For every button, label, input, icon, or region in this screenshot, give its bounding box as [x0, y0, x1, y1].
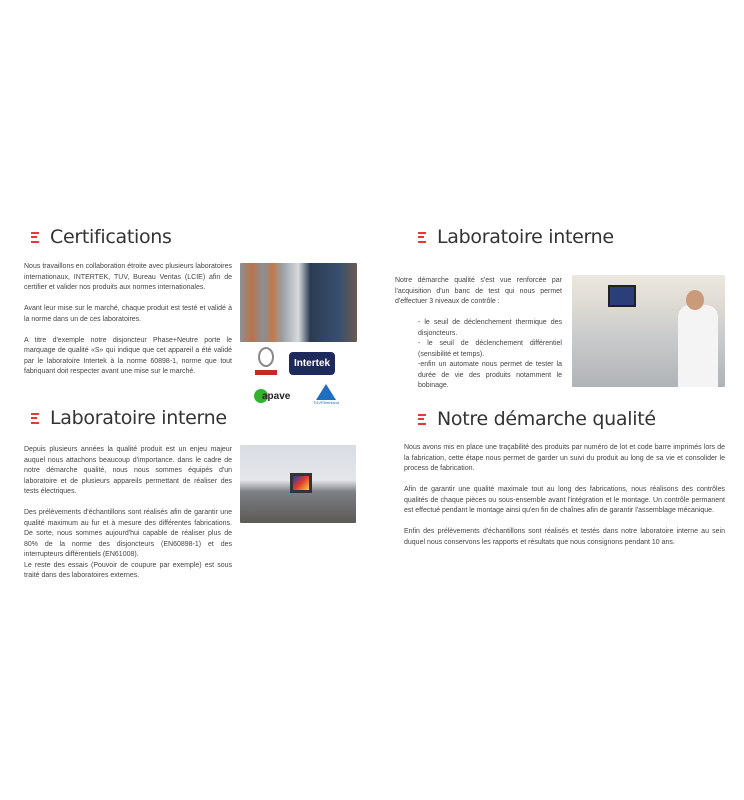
- quality-text: [404, 443, 725, 559]
- tuv-text: TÜVRheinland: [312, 399, 339, 405]
- paragraph: Le reste des essais (Pouvoir de coupure par exemple) est sous traité dans des laboratoires externes.: [24, 561, 232, 579]
- heading-text: Laboratoire interne: [50, 407, 227, 429]
- bureau-veritas-logo: [255, 345, 277, 377]
- paragraph: Avant leur mise sur le marché, chaque produit est testé et validé à la norme dans un de ces laboratoires.: [24, 305, 232, 323]
- list-item: - le seuil de déclenchement différentiel (sensibilité et temps).: [418, 340, 562, 358]
- paragraph: Notre démarche qualité s'est vue renforcée par l'acquisition d'un banc de test qui nous permet d'effectuer 3 niveaux de contrôle :: [395, 277, 562, 305]
- heading-text: Certifications: [50, 226, 172, 248]
- lab-right-text: [395, 276, 562, 392]
- heading-text: Notre démarche qualité: [437, 408, 656, 430]
- menu-icon: [31, 413, 39, 424]
- control-list: [395, 318, 562, 392]
- menu-icon: [31, 232, 39, 243]
- quality-heading: [418, 408, 656, 430]
- apave-text: apave: [262, 390, 291, 402]
- paragraph: Des prélèvements d'échantillons sont réalisés afin de garantir une qualité maximum au fur et à mesure des différentes fabrications. De sorte, nous sommes aujourd'hui capable de réaliser plus de 80% de la norme des disjoncteurs (EN60898-1) et des interrupteurs différentiels (EN61008).: [24, 509, 232, 558]
- paragraph: A titre d'exemple notre disjoncteur Phase+Neutre porte le marquage de qualité «S» qui indique que cet appareil a été validé par le laboratoire Intertek à la norme 60898-1, norme que tout fabriquant doit respecter avant une mise sur le marché.: [24, 336, 232, 375]
- list-item: - le seuil de déclenchement thermique des disjoncteurs.: [418, 319, 562, 337]
- paragraph: Nous travaillons en collaboration étroite avec plusieurs laboratoires internationaux, INTERTEK, TUV, Bureau Veritas (LCIE) afin de certifier et valider nos produits aux normes internationales.: [24, 263, 232, 291]
- menu-icon: [418, 414, 426, 425]
- paragraph: Nous avons mis en place une traçabilité des produits par numéro de lot et code barre imprimés lors de la fabrication, cette étape nous permet de garder un suivi du produit au long de sa vie et consolider le process de fabrication.: [404, 444, 725, 472]
- apave-logo: [254, 386, 302, 406]
- paragraph: Afin de garantir une qualité maximale tout au long des fabrications, nous réalisons des contrôles qualités de chaque pièces ou sous-ensemble avant l'intégration et le montage. Un contrôle permanent est effectué pendant le montage ainsi qu'en fin de chaînes afin de garantir l'assemblage mécanique.: [404, 486, 725, 514]
- list-item: -enfin un automate nous permet de tester la durée de vie des produits notamment le bobinage.: [418, 361, 562, 389]
- thermal-camera-photo: [240, 445, 356, 523]
- lab-left-heading: [31, 407, 227, 429]
- certifications-text: [24, 262, 232, 388]
- lab-right-heading: [418, 226, 614, 248]
- heading-text: Laboratoire interne: [437, 226, 614, 248]
- paragraph: Depuis plusieurs années la qualité produit est un enjeu majeur auquel nous attachons beaucoup d'importance. dans le cadre de notre démarche qualité, nous nous sommes équipés d'un laboratoire et de plusieurs appareils permettant de réaliser des tests électriques.: [24, 446, 232, 495]
- tuv-logo: [308, 380, 344, 408]
- intertek-logo: Intertek: [289, 352, 335, 375]
- lab-left-text: [24, 445, 232, 592]
- test-bench-photo: [572, 275, 725, 387]
- certifications-heading: [31, 226, 172, 248]
- lab-equipment-photo: [240, 263, 357, 342]
- paragraph: Enfin des prélèvements d'échantillons sont réalisés et testés dans notre laboratoire interne au sein duquel nous conservons les rapports et résultats que nous consignons pendant 10 ans.: [404, 528, 725, 546]
- menu-icon: [418, 232, 426, 243]
